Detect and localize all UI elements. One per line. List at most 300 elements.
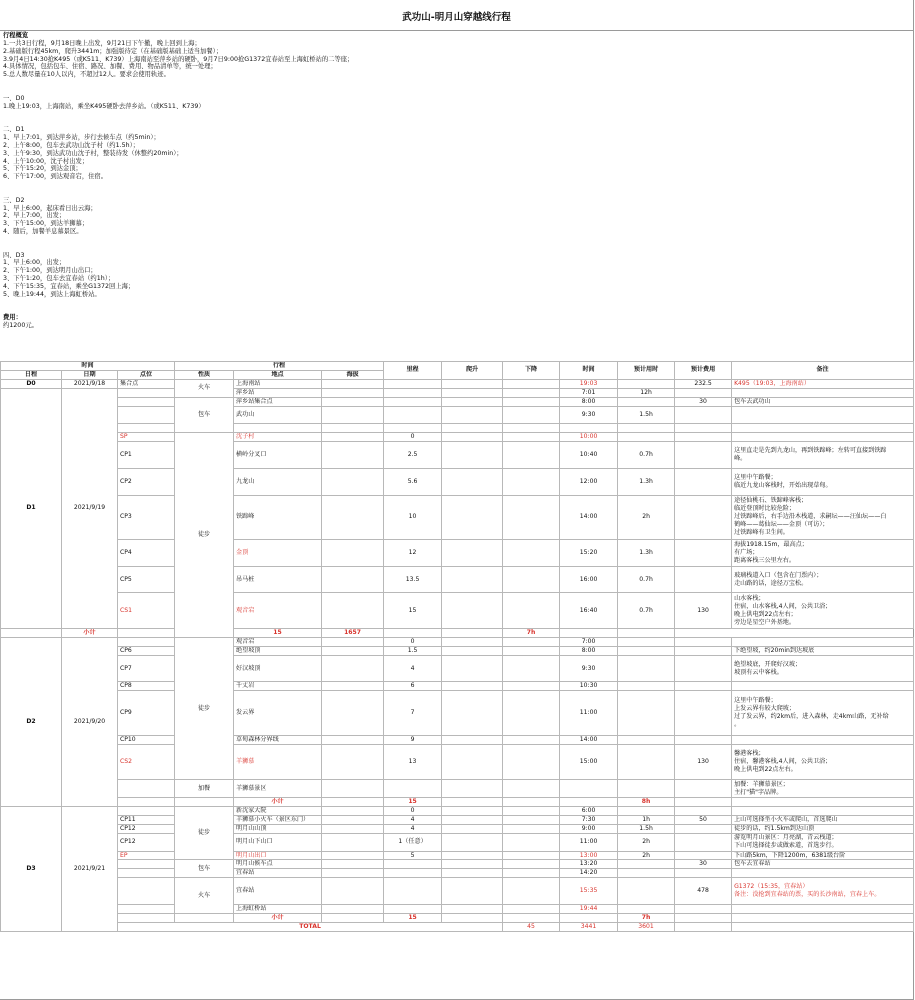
table-cell (503, 540, 560, 567)
table-cell (618, 860, 675, 869)
note-line: 晚上供电到22点左右； (734, 610, 797, 618)
table-cell (322, 593, 384, 629)
place-cell: 观音宕 (234, 637, 322, 646)
table-row (1, 878, 914, 905)
note-line: 2.基础版行程45km，爬升3441m；加强版待定（在基础版基础上适当加餐）； (3, 47, 223, 55)
subtotal-distance: 15 (234, 628, 322, 637)
fee-cell (675, 433, 732, 442)
distance-cell: 2.5 (384, 442, 442, 469)
table-row (1, 397, 914, 406)
note-line: 住宿，山水客栈,4人间，公共卫浴； (734, 602, 832, 610)
note-cell: K495（19:03，上海南站） (732, 379, 914, 388)
note-line: 3、下午1:20，包车去宜春站（约1h）； (3, 275, 115, 283)
table-cell (442, 815, 503, 824)
note-line: 3.9月4日14:30抢K495（或K511、K739）上海南站至萍乡站的硬卧，9月7日9:00抢G1372宜春站至上海虹桥站的二等座； (3, 55, 354, 63)
table-cell (384, 860, 442, 869)
note-line: 馨港客栈； (734, 750, 765, 758)
fee-cell: 50 (675, 815, 732, 824)
fee-text: 约1200元。 (3, 322, 38, 330)
table-cell (675, 388, 732, 397)
mode-cell: 徒步 (175, 806, 234, 859)
table-cell (503, 433, 560, 442)
note-line: 这里直走是先到九龙山，再到铁蹄峰；左转可直接到铁蹄 (734, 447, 887, 455)
header-cell: 日期 (62, 370, 118, 379)
note-cell (732, 655, 914, 682)
table-cell (675, 869, 732, 878)
header-cell: 点位 (118, 370, 175, 379)
time-cell: 6:00 (560, 806, 618, 815)
place-cell: 萍乡站 (234, 388, 322, 397)
mode-cell: 徒步 (175, 637, 234, 779)
fee-cell (675, 468, 732, 495)
duration-cell: 0.7h (618, 566, 675, 593)
note-line: 过了发云界，约2km后，进入森林，走4km山路，无补给 (734, 713, 889, 721)
table-cell (732, 922, 914, 931)
note-cell (732, 744, 914, 780)
table-cell (732, 406, 914, 424)
point-cell: SP (118, 433, 175, 442)
fee-cell (675, 851, 732, 860)
note-line: 。 (734, 720, 741, 728)
point-cell: CP5 (118, 566, 175, 593)
duration-cell: 2h (618, 495, 675, 540)
table-cell (442, 540, 503, 567)
table-cell (322, 904, 384, 913)
note-cell (732, 442, 914, 469)
note-line: 鹤峰——葛仙坛——金顶（可访）； (734, 521, 829, 529)
header-cell: 日程 (1, 370, 62, 379)
distance-cell: 15 (384, 593, 442, 629)
distance-cell: 4 (384, 815, 442, 824)
table-cell (503, 682, 560, 691)
duration-cell: 1.5h (618, 824, 675, 833)
table-cell (442, 735, 503, 744)
table-cell (442, 566, 503, 593)
note-cell (732, 646, 914, 655)
table-cell (442, 878, 503, 905)
title-divider (0, 30, 913, 31)
table-cell (732, 388, 914, 397)
table-row (1, 682, 914, 691)
table-cell (503, 806, 560, 815)
duration-cell (618, 682, 675, 691)
mode-cell: 徒步 (175, 433, 234, 638)
note-line: 海拔1918.15m，最高点； (734, 540, 808, 548)
point-cell: CS1 (118, 593, 175, 629)
table-cell (442, 655, 503, 682)
duration-cell (618, 646, 675, 655)
note-cell: 包车去宜春站 (732, 860, 914, 869)
table-cell (322, 540, 384, 567)
place-cell: 明月山出口 (234, 851, 322, 860)
table-cell (118, 388, 175, 397)
day-cell: D3 (1, 806, 62, 931)
note-line: 1.晚上19:03，上海南站，乘坐K495硬卧去萍乡站。（或K511、K739） (3, 102, 205, 110)
table-cell (322, 806, 384, 815)
table-cell (503, 860, 560, 869)
table-cell (118, 904, 175, 913)
note-line: 6、下午17:00，到达观音宕，住宿。 (3, 173, 108, 181)
table-cell (732, 913, 914, 922)
table-cell (503, 593, 560, 629)
total-row (1, 922, 914, 931)
time-cell: 19:03 (560, 379, 618, 388)
table-cell (442, 424, 503, 433)
table-cell (322, 913, 384, 922)
table-cell (503, 735, 560, 744)
table-cell (503, 878, 560, 905)
distance-cell: 4 (384, 655, 442, 682)
duration-cell (618, 433, 675, 442)
distance-cell: 13 (384, 744, 442, 780)
place-cell: 绝望坡顶 (234, 646, 322, 655)
place-cell: 草甸森林分界线 (234, 735, 322, 744)
duration-cell: 2h (618, 851, 675, 860)
fee-cell (675, 566, 732, 593)
table-cell (118, 424, 175, 433)
subtotal-duration: 7h (503, 628, 560, 637)
duration-cell (618, 691, 675, 736)
distance-cell: 0 (384, 806, 442, 815)
header-cell: 备注 (732, 362, 914, 380)
table-row (1, 495, 914, 540)
place-cell: 宜春站 (234, 878, 322, 905)
note-line: 1、早上6:00，出发； (3, 259, 66, 267)
duration-cell: 1.5h (618, 406, 675, 424)
subtotal-label: 小计 (234, 913, 322, 922)
note-line: 4.具体情况，包括包车、住宿、路况、加餐、费用、物品清单等，统一处理； (3, 63, 217, 71)
point-cell: CP3 (118, 495, 175, 540)
subtotal-distance: 15 (384, 798, 442, 807)
note-cell (732, 780, 914, 798)
page-title: 武功山-明月山穿越线行程 (402, 12, 511, 23)
point-cell: CP7 (118, 655, 175, 682)
table-cell (442, 806, 503, 815)
note-cell (732, 593, 914, 629)
subtotal-row (1, 798, 914, 807)
table-cell (322, 780, 384, 798)
note-line: 2、上午8:00，包车去武功山沈子村（约1.5h）； (3, 141, 140, 149)
table-row (1, 379, 914, 388)
note-line: 晚上供电到22点左右。 (734, 765, 797, 773)
note-line: 下绝望坡，约20min到达坡底 (734, 646, 815, 654)
table-cell (442, 744, 503, 780)
time-cell: 11:00 (560, 833, 618, 851)
distance-cell: 1（任意） (384, 833, 442, 851)
distance-cell: 13.5 (384, 566, 442, 593)
duration-cell: 12h (618, 388, 675, 397)
table-cell (442, 442, 503, 469)
table-row (1, 433, 914, 442)
place-cell: 发云界 (234, 691, 322, 736)
table-cell (322, 388, 384, 397)
table-cell (384, 869, 442, 878)
subtotal-row (1, 913, 914, 922)
note-line: 下山路5km，下降1200m，6381级台阶 (734, 851, 846, 859)
date-cell: 2021/9/19 (62, 388, 118, 628)
table-cell (442, 646, 503, 655)
time-cell: 16:40 (560, 593, 618, 629)
time-cell: 10:40 (560, 442, 618, 469)
table-cell (503, 691, 560, 736)
note-cell (732, 735, 914, 744)
note-line: 3、下午15:00，到达羊狮慕； (3, 220, 89, 228)
date-cell: 2021/9/20 (62, 637, 118, 806)
fee-heading: 费用： (3, 314, 22, 322)
table-cell (503, 824, 560, 833)
table-row (1, 815, 914, 824)
fee-cell: 130 (675, 744, 732, 780)
fee-cell (675, 806, 732, 815)
duration-cell: 0.7h (618, 593, 675, 629)
header-cell: 性质 (175, 370, 234, 379)
note-cell (732, 566, 914, 593)
table-cell (322, 798, 384, 807)
table-cell (1, 628, 62, 637)
note-line: 3、上午9:30，到达武功山沈子村，整装待发（休整约20min）； (3, 149, 183, 157)
fee-cell: 30 (675, 397, 732, 406)
table-cell (503, 468, 560, 495)
point-cell: CP11 (118, 815, 175, 824)
total-distance: 45 (503, 922, 560, 931)
note-cell (732, 691, 914, 736)
table-row (1, 406, 914, 424)
fee-cell (675, 655, 732, 682)
fee-cell (675, 646, 732, 655)
fee-cell: 130 (675, 593, 732, 629)
note-line: 过铁蹄峰后，右手边沿木栈道，求嗣坛——汪仙坛——白 (734, 513, 887, 521)
table-cell (503, 904, 560, 913)
fee-cell: 478 (675, 878, 732, 905)
time-cell: 10:00 (560, 433, 618, 442)
note-cell (732, 815, 914, 824)
duration-cell (618, 744, 675, 780)
table-cell (384, 780, 442, 798)
table-cell (322, 815, 384, 824)
distance-cell: 5 (384, 851, 442, 860)
table-cell (560, 798, 618, 807)
table-cell (675, 913, 732, 922)
table-cell (503, 424, 560, 433)
table-cell (442, 406, 503, 424)
place-cell: 明月山山顶 (234, 824, 322, 833)
time-cell: 15:35 (560, 878, 618, 905)
note-line: 备注：没抢到宜春站的票，买的长沙南站，宜春上车。 (734, 891, 881, 899)
distance-cell: 4 (384, 824, 442, 833)
table-row (1, 735, 914, 744)
distance-cell: 1.5 (384, 646, 442, 655)
table-cell (442, 824, 503, 833)
table-row (1, 646, 914, 655)
table-cell (118, 869, 175, 878)
table-row (1, 860, 914, 869)
total-label: TOTAL (118, 922, 503, 931)
table-cell (442, 869, 503, 878)
table-row (1, 468, 914, 495)
table-cell (118, 798, 175, 807)
subtotal-label: 小计 (62, 628, 118, 637)
table-row (1, 388, 914, 397)
duration-cell (618, 806, 675, 815)
table-cell (675, 904, 732, 913)
place-cell: 千丈岩 (234, 682, 322, 691)
note-line: 旁边是星空户外基地。 (734, 618, 795, 626)
table-cell (675, 922, 732, 931)
table-cell (322, 433, 384, 442)
note-cell (732, 833, 914, 851)
table-cell (322, 735, 384, 744)
table-cell (732, 798, 914, 807)
time-cell: 13:00 (560, 851, 618, 860)
section-heading: 二、D1 (3, 126, 25, 134)
table-cell (503, 913, 560, 922)
mode-cell: 火车 (175, 379, 234, 397)
point-cell: CP2 (118, 468, 175, 495)
table-cell (618, 904, 675, 913)
note-line: 下山可选择徒步或做索道，首选步行。 (734, 842, 838, 850)
table-row (1, 806, 914, 815)
place-cell: 吊马桩 (234, 566, 322, 593)
mode-cell: 包车 (175, 397, 234, 433)
mode-cell: 包车 (175, 860, 234, 878)
note-line: 游览明月山景区：月亮湖，青云栈道； (734, 834, 838, 842)
note-cell (732, 637, 914, 646)
section-heading: 三、D2 (3, 196, 25, 204)
table-cell (118, 406, 175, 424)
table-cell (322, 397, 384, 406)
distance-cell: 0 (384, 433, 442, 442)
place-cell: 铁蹄峰 (234, 495, 322, 540)
duration-cell: 1h (618, 815, 675, 824)
table-row (1, 833, 914, 851)
note-line: 玻璃栈道入口（包含在门票内）； (734, 571, 823, 579)
table-cell (442, 860, 503, 869)
place-cell: 新沈家大院 (234, 806, 322, 815)
table-cell (618, 628, 675, 637)
point-cell: CP8 (118, 682, 175, 691)
table-cell (503, 815, 560, 824)
duration-cell: 1.3h (618, 540, 675, 567)
note-line: 临近九龙山客栈时，开始出现草甸。 (734, 481, 832, 489)
day-cell: D1 (1, 388, 62, 628)
table-cell (322, 860, 384, 869)
table-cell (560, 780, 618, 798)
point-cell (118, 637, 175, 646)
duration-cell (618, 655, 675, 682)
table-cell (322, 379, 384, 388)
table-cell (442, 691, 503, 736)
note-line: 住宿，馨港客栈,4人间，公共卫浴； (734, 758, 832, 766)
table-cell (442, 798, 503, 807)
mode-cell: 加餐 (175, 780, 234, 798)
note-line: 1.一共3日行程，9月18日晚上出发，9月21日下午撤，晚上回到上海； (3, 39, 201, 47)
point-cell: CP12 (118, 824, 175, 833)
note-line: 山水客栈； (734, 594, 765, 602)
table-cell (503, 780, 560, 798)
place-cell: 金顶 (234, 540, 322, 567)
duration-cell (618, 735, 675, 744)
note-line: 上发云界有较大爬坡； (734, 705, 795, 713)
note-line: 过铁蹄峰有卫生间。 (734, 529, 789, 537)
subtotal-label: 小计 (234, 798, 322, 807)
header-cell: 里程 (384, 362, 442, 380)
table-cell (384, 424, 442, 433)
table-cell (322, 878, 384, 905)
note-line: 加餐：羊狮慕景区； (734, 780, 789, 788)
total-descent: 3601 (618, 922, 675, 931)
table-cell (322, 468, 384, 495)
table-cell (442, 593, 503, 629)
header-cell: 下降 (503, 362, 560, 380)
note-line: 4、下午15:35，宜春站，乘坐G1372回上海； (3, 283, 135, 290)
note-line: 距离客栈三公里左右。 (734, 556, 795, 564)
table-cell (560, 913, 618, 922)
table-cell (322, 637, 384, 646)
table-row (1, 691, 914, 736)
table-cell (503, 869, 560, 878)
schedule-table (0, 361, 914, 932)
note-line: 徒步的话，约1.5km到达山顶 (734, 824, 815, 832)
table-cell (175, 798, 234, 807)
table-cell (503, 397, 560, 406)
distance-cell: 10 (384, 495, 442, 540)
fee-cell (675, 691, 732, 736)
table-cell (618, 869, 675, 878)
table-row (1, 869, 914, 878)
table-cell (560, 628, 618, 637)
note-line: 峰。 (734, 454, 747, 462)
note-line: 5、晚上19:44，到达上海虹桥站。 (3, 290, 101, 298)
note-cell: 包车去武功山 (732, 397, 914, 406)
table-cell (384, 628, 442, 637)
point-cell: CP12 (118, 833, 175, 851)
itinerary-notes (3, 32, 908, 330)
table-cell (322, 869, 384, 878)
distance-cell: 9 (384, 735, 442, 744)
distance-cell: 0 (384, 637, 442, 646)
table-cell (560, 424, 618, 433)
header-cell: 爬升 (442, 362, 503, 380)
table-cell (503, 637, 560, 646)
table-cell (675, 406, 732, 424)
header-cell: 预计用时 (618, 362, 675, 380)
point-cell: CP4 (118, 540, 175, 567)
table-cell (442, 904, 503, 913)
date-cell: 2021/9/21 (62, 806, 118, 931)
table-row (1, 851, 914, 860)
duration-cell: 1.3h (618, 468, 675, 495)
table-cell (442, 388, 503, 397)
subtotal-duration: 8h (618, 798, 675, 807)
table-cell (675, 798, 732, 807)
table-cell (442, 433, 503, 442)
place-cell: 羊狮慕 (234, 744, 322, 780)
point-cell: CP6 (118, 646, 175, 655)
table-row (1, 744, 914, 780)
fee-cell (675, 442, 732, 469)
table-row (1, 424, 914, 433)
table-cell (175, 913, 234, 922)
table-cell (442, 913, 503, 922)
table-cell (322, 682, 384, 691)
table-cell (384, 397, 442, 406)
note-line: 4、随后，加餐羊息慕景区。 (3, 228, 83, 236)
table-cell (442, 637, 503, 646)
table-cell (618, 878, 675, 905)
table-cell (322, 824, 384, 833)
note-line: 上山可选择坐小火车或爬山，首选爬山 (734, 815, 838, 823)
time-cell: 12:00 (560, 468, 618, 495)
